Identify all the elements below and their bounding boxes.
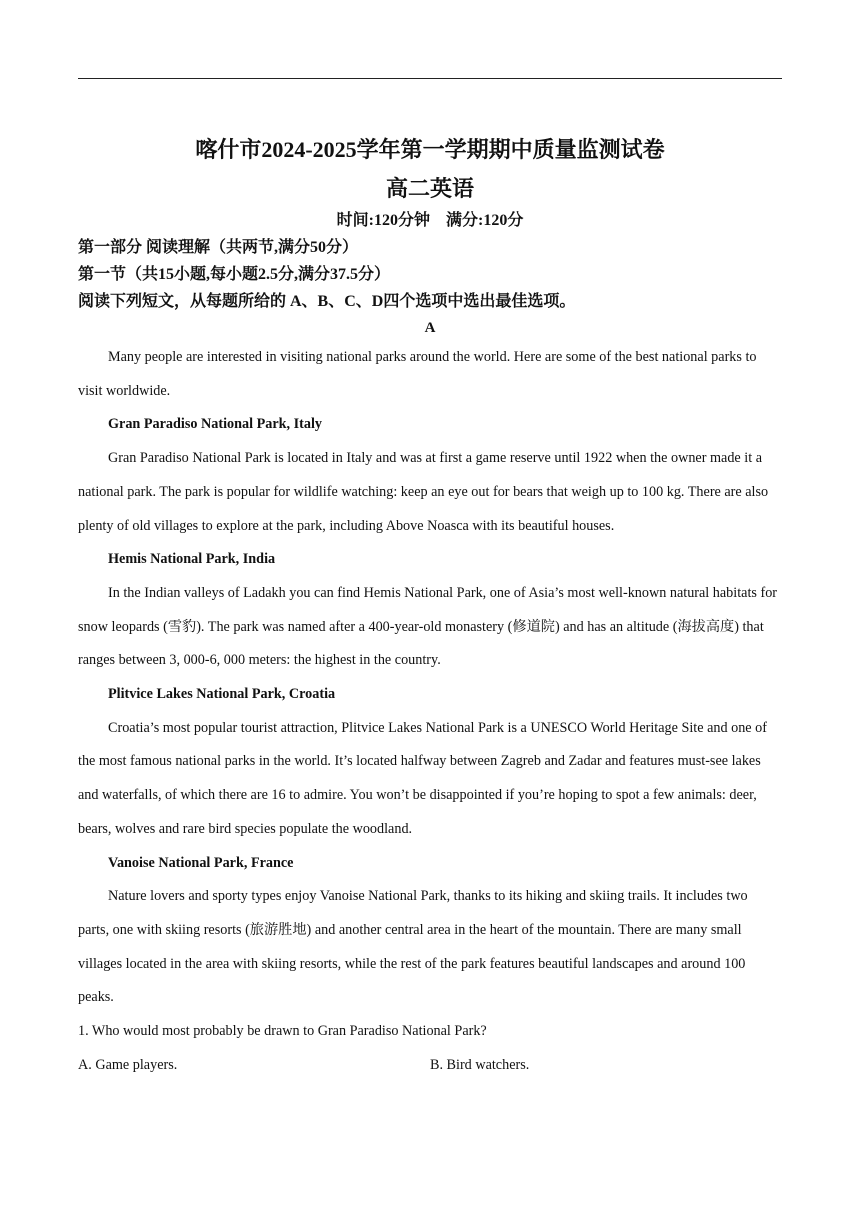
option-a: A. Game players. (78, 1056, 178, 1073)
section-heading: 第一节（共15小题,每小题2.5分,满分37.5分） (78, 266, 391, 283)
park-heading: Plitvice Lakes National Park, Croatia (108, 686, 336, 703)
question-1: 1. Who would most probably be drawn to Gran Paradiso National Park? (78, 1023, 487, 1040)
exam-title: 喀什市2024-2025学年第一学期期中质量监测试卷 (195, 137, 665, 162)
exam-timing: 时间:120分钟 满分:120分 (336, 212, 524, 229)
passage-intro: Many people are interested in visiting national parks around the world. Here are some of the best national parks to visit worldwide. (78, 349, 757, 399)
option-b: B. Bird watchers. (430, 1056, 530, 1073)
park-heading: Hemis National Park, India (108, 551, 276, 568)
part-heading: 第一部分 阅读理解（共两节,满分50分） (78, 239, 359, 256)
exam-subject: 高二英语 (385, 176, 474, 201)
exam-page (78, 130, 782, 1082)
header-rule (78, 78, 782, 79)
question-1-options (78, 1049, 782, 1083)
park-description: Croatia’s most popular tourist attraction, Plitvice Lakes National Park is a UNESCO World Heritage Site and one of the most famous national parks in the world. It’s located halfway between Zagreb and Zadar and features must-see lakes and waterfalls, of which there are 16 to admire. You won’t be disappointed if you’re hoping to spot a few animals: deer, bears, wolves and rare bird species populate the woodland. (78, 719, 767, 837)
passage-letter: A (424, 320, 436, 336)
park-description: In the Indian valleys of Ladakh you can find Hemis National Park, one of Asia’s most well-known natural habitats for snow leopards (雪豹). The park was named after a 400-year-old monastery (修道院) and has an altitude (海拔高度) that ranges between 3, 000-6, 000 meters: the highest in the country. (78, 584, 778, 669)
park-description: Nature lovers and sporty types enjoy Vanoise National Park, thanks to its hiking and skiing trails. It includes two parts, one with skiing resorts (旅游胜地) and another central area in the heart of the mountain. There are many small villages located in the area with skiing resorts, while the rest of the park features beautiful landscapes and around 100 peaks. (78, 888, 748, 1006)
park-heading: Vanoise National Park, France (108, 854, 294, 871)
direction-text: 阅读下列短文，从每题所给的 A、B、C、D四个选项中选出最佳选项。 (78, 293, 576, 310)
park-heading: Gran Paradiso National Park, Italy (108, 416, 322, 433)
park-description: Gran Paradiso National Park is located in Italy and was at first a game reserve until 1922 when the owner made it a national park. The park is popular for wildlife watching: keep an eye out for bears that weigh up to 100 kg. There are also plenty of old villages to explore at the park, including Above Noasca with its beautiful houses. (78, 450, 769, 534)
